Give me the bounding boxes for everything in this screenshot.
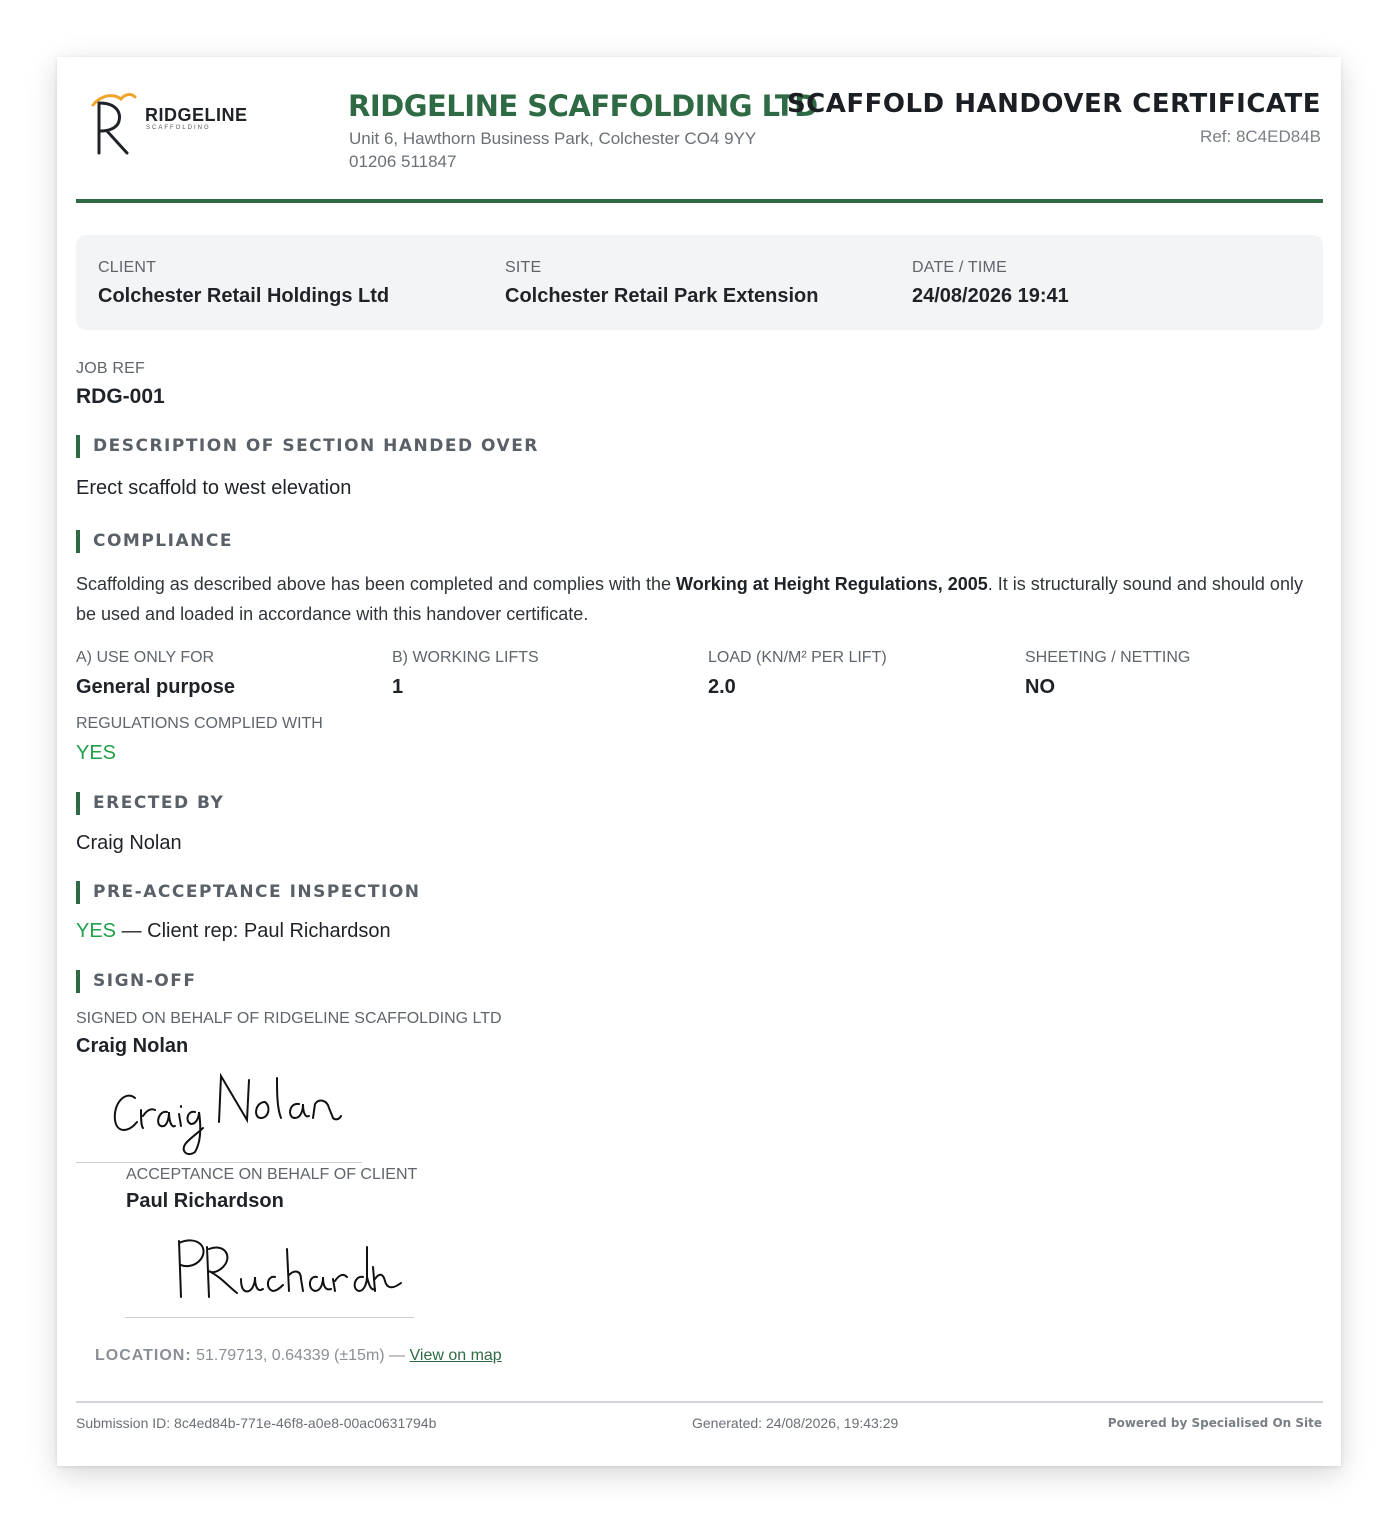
sheeting-label: SHEETING / NETTING (1025, 649, 1191, 666)
inspection-line (76, 920, 391, 943)
company-name: RIDGELINE SCAFFOLDING LTD (348, 89, 818, 123)
header-divider (76, 199, 1323, 203)
regulations-value: YES (76, 742, 117, 764)
inspection-heading: PRE-ACCEPTANCE INSPECTION (76, 881, 421, 904)
use-label: A) USE ONLY FOR (76, 649, 215, 666)
client-sign-label: ACCEPTANCE ON BEHALF OF CLIENT (126, 1166, 418, 1183)
footer-divider (76, 1401, 1323, 1403)
datetime-field (912, 259, 1069, 308)
company-signer-name: Craig Nolan (76, 1035, 189, 1057)
job-ref-label: JOB REF (76, 360, 145, 377)
company-signature (107, 1062, 347, 1162)
load-label: LOAD (KN/M² PER LIFT) (708, 649, 887, 666)
description-heading: DESCRIPTION OF SECTION HANDED OVER (76, 435, 539, 458)
client-signature (167, 1227, 407, 1317)
signoff-heading: SIGN-OFF (76, 970, 196, 993)
description-text: Erect scaffold to west elevation (76, 477, 352, 499)
lifts-label: B) WORKING LIFTS (392, 649, 539, 666)
compliance-heading: COMPLIANCE (76, 530, 233, 553)
powered-by: Powered by Specialised On Site (1107, 1416, 1322, 1430)
company-address: Unit 6, Hawthorn Business Park, Colchester CO4 9YY (349, 129, 757, 148)
site-label: SITE (505, 259, 542, 276)
location-line (95, 1347, 502, 1365)
inspection-detail: — Client rep: Paul Richardson (116, 920, 391, 942)
erected-value: Craig Nolan (76, 832, 182, 854)
regulations-label: REGULATIONS COMPLIED WITH (76, 715, 323, 732)
compliance-regulation: Working at Height Regulations, 2005 (676, 574, 988, 594)
load-value: 2.0 (708, 676, 736, 698)
compliance-text-post: . It is structurally sound and should only be used and loaded in accordance with this handover certificate. (76, 574, 1303, 624)
submission-id: Submission ID: 8c4ed84b-771e-46f8-a0e8-00ac0631794b (76, 1415, 437, 1431)
generated-timestamp: Generated: 24/08/2026, 19:43:29 (692, 1415, 899, 1431)
view-on-map-link[interactable]: View on map (409, 1347, 502, 1364)
certificate-ref: Ref: 8C4ED84B (1200, 127, 1321, 146)
company-sign-label: SIGNED ON BEHALF OF RIDGELINE SCAFFOLDING LTD (76, 1010, 502, 1027)
client-value: Colchester Retail Holdings Ltd (98, 285, 390, 307)
ridgeline-logo-icon (91, 91, 139, 157)
erected-heading: ERECTED BY (76, 792, 224, 815)
job-ref-value: RDG-001 (76, 385, 165, 408)
client-signer-name: Paul Richardson (126, 1190, 284, 1212)
inspection-status: YES (76, 920, 117, 942)
compliance-statement (76, 569, 1326, 629)
datetime-label: DATE / TIME (912, 259, 1007, 276)
client-field (98, 259, 389, 308)
datetime-value: 24/08/2026 19:41 (912, 285, 1069, 307)
use-value: General purpose (76, 676, 235, 698)
summary-box (76, 235, 1323, 330)
company-signature-line (76, 1162, 362, 1163)
site-value: Colchester Retail Park Extension (505, 285, 819, 307)
sheeting-value: NO (1025, 676, 1055, 698)
client-label: CLIENT (98, 259, 157, 276)
company-phone: 01206 511847 (349, 152, 457, 171)
client-signature-line (125, 1317, 414, 1318)
compliance-text-pre: Scaffolding as described above has been completed and complies with the (76, 574, 677, 594)
certificate-title: SCAFFOLD HANDOVER CERTIFICATE (786, 89, 1321, 119)
site-field (505, 259, 818, 308)
logo-wordmark: RIDGELINE (145, 105, 248, 125)
certificate-page (57, 57, 1341, 1466)
lifts-value: 1 (392, 676, 404, 698)
location-coords: 51.79713, 0.64339 (±15m) — (191, 1347, 410, 1364)
logo-subtitle: SCAFFOLDING (146, 125, 211, 131)
location-label: LOCATION: (95, 1347, 192, 1364)
